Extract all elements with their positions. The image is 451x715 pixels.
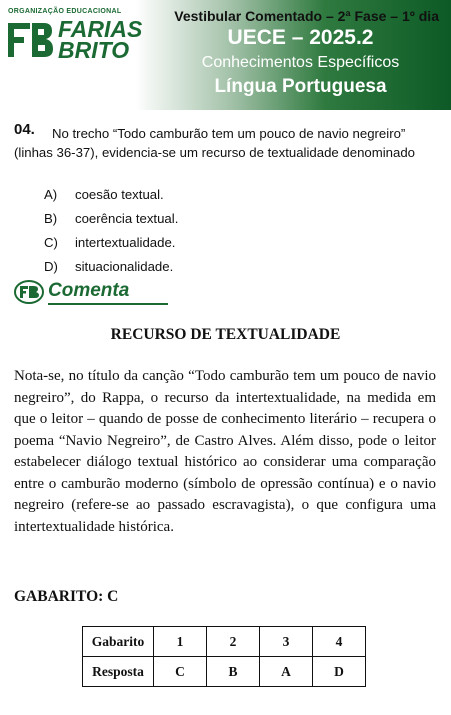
comenta-badge bbox=[14, 280, 159, 304]
option-letter: A) bbox=[44, 187, 58, 202]
option-c bbox=[44, 235, 175, 250]
farias-brito-logo bbox=[6, 8, 146, 68]
option-text: intertextualidade. bbox=[75, 235, 176, 250]
answer-table bbox=[82, 626, 366, 687]
table-cell: C bbox=[154, 657, 207, 687]
exam-subtitle: Vestibular Comentado – 2ª Fase – 1º dia bbox=[174, 8, 439, 24]
option-letter: D) bbox=[44, 259, 58, 274]
fb-circle-logo-icon bbox=[14, 280, 44, 304]
table-cell: 2 bbox=[207, 627, 260, 657]
exam-section: Conhecimentos Específicos bbox=[201, 54, 400, 71]
table-cell: 4 bbox=[313, 627, 366, 657]
logo-org-label: ORGANIZAÇÃO EDUCACIONAL bbox=[8, 8, 122, 15]
option-letter: B) bbox=[44, 211, 58, 226]
comenta-label: Comenta bbox=[48, 280, 130, 301]
option-b bbox=[44, 211, 178, 226]
option-a bbox=[44, 187, 164, 202]
table-cell: 3 bbox=[260, 627, 313, 657]
table-cell: B bbox=[207, 657, 260, 687]
option-text: coesão textual. bbox=[75, 187, 164, 202]
comenta-underline bbox=[48, 303, 168, 305]
answer-label: GABARITO: C bbox=[14, 588, 119, 605]
option-d bbox=[44, 259, 173, 274]
logo-brand-line1: FARIAS bbox=[58, 16, 143, 42]
logo-brand-line2: BRITO bbox=[58, 37, 130, 63]
table-header-cell: Resposta bbox=[83, 657, 154, 687]
table-header-cell: Gabarito bbox=[83, 627, 154, 657]
question-number: 04. bbox=[14, 121, 35, 138]
table-cell: 1 bbox=[154, 627, 207, 657]
table-row bbox=[83, 627, 366, 657]
table-cell: D bbox=[313, 657, 366, 687]
option-text: coerência textual. bbox=[75, 211, 179, 226]
section-title: RECURSO DE TEXTUALIDADE bbox=[110, 326, 341, 343]
exam-title: UECE – 2025.2 bbox=[227, 26, 374, 49]
table-row bbox=[83, 657, 366, 687]
option-text: situacionalidade. bbox=[75, 259, 174, 274]
commentary-text: Nota-se, no título da canção “Todo camburão tem um pouco de navio negreiro”, do Rappa, o recurso da intertextualidade, na medida em que o leitor – quando de posse de conhecimento literário – recupera o poema “Navio Negreiro”, de Castro Alves. Além disso, pode o leitor estabelecer diálogo textual histórico ao considerar uma comparação entre o camburão moderno (símbolo de opressão contínua) e o navio negreiro (refere-se ao passado escravagista), o que configura uma intertextualidade histórica. bbox=[14, 368, 436, 535]
fb-logo-icon bbox=[8, 19, 54, 59]
page-header bbox=[0, 0, 451, 110]
question-text: No trecho “Todo camburão tem um pouco de navio negreiro” (linhas 36-37), evidencia-se um recurso de textualidade denominado bbox=[14, 126, 415, 160]
table-cell: A bbox=[260, 657, 313, 687]
option-letter: C) bbox=[44, 235, 58, 250]
exam-subject: Língua Portuguesa bbox=[214, 76, 387, 97]
